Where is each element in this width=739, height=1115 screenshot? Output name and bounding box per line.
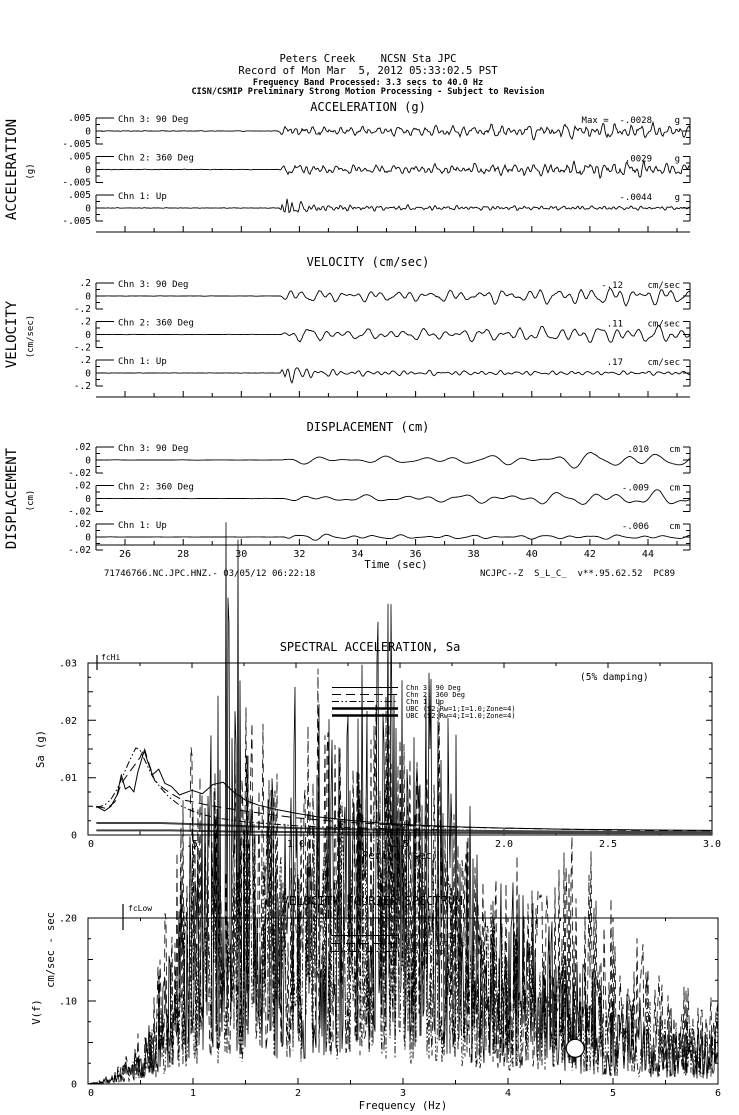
x-tick-label: 1.0 [286, 839, 306, 850]
peak-unit: g [674, 193, 680, 203]
y-tick-label: .02 [73, 442, 91, 453]
y-tick-label: -.02 [68, 545, 91, 556]
x-tick-label: 3 [399, 1088, 407, 1099]
y-tick-label: -.005 [62, 177, 91, 189]
x-axis-title: Frequency (Hz) [358, 1100, 448, 1112]
legend-label: Chn 1: Up [406, 948, 444, 956]
velocity-fourier-spectrum-chart [31, 522, 721, 1112]
right-axis-bracket [683, 157, 690, 183]
legend-label: Chn 2: 360 Deg [406, 691, 466, 699]
channel-panel [74, 317, 690, 354]
x-tick-label: 3.0 [702, 839, 722, 850]
y-tick-label: -.005 [62, 216, 91, 227]
x-tick-label: 2 [294, 1088, 302, 1099]
peak-unit: cm [669, 445, 680, 455]
y-tick-label: 0 [85, 165, 91, 176]
x-tick-label: 6 [714, 1088, 722, 1099]
time-tick-label: 42 [583, 549, 596, 560]
station-title: Peters Creek NCSN Sta JPC [279, 53, 457, 65]
section-title: VELOCITY (cm/sec) [306, 255, 430, 269]
y-tick-label: -.005 [62, 139, 91, 150]
seismogram-trace [96, 534, 690, 540]
x-tick-label: 1.5 [390, 839, 410, 850]
record-datetime: Record of Mon Mar 5, 2012 05:33:02.5 PST [238, 65, 498, 77]
time-axis-title: Time (sec) [364, 559, 428, 571]
y-tick-label: .10 [58, 996, 77, 1008]
peak-unit: cm [669, 522, 680, 532]
peak-unit: g [674, 116, 680, 126]
peak-unit: cm/sec [647, 281, 680, 291]
channel-label: Chn 2: 360 Deg [118, 318, 194, 329]
peak-value: -.12 [601, 281, 623, 291]
time-tick-label: 44 [641, 549, 654, 560]
seismogram-trace [96, 453, 690, 469]
x-tick-label: .5 [185, 839, 199, 850]
y-tick-label: 0 [85, 203, 91, 215]
y-tick-label: .02 [73, 480, 91, 492]
y-tick-label: .005 [68, 113, 91, 124]
legend-label: UBC (S2;Rw=4;I=1.0;Zone=4) [406, 712, 516, 720]
y-tick-label: 0 [85, 330, 91, 341]
seismogram-trace [96, 288, 690, 306]
channel-panel [62, 152, 690, 189]
channel-panel [62, 113, 690, 150]
y-axis-unit: (g) [26, 163, 36, 180]
time-tick-label: 30 [235, 549, 248, 560]
channel-label: Chn 2: 360 Deg [118, 482, 194, 493]
time-tick-label: 34 [351, 549, 364, 560]
peak-value: -.009 [621, 483, 649, 494]
peak-value: .17 [606, 358, 623, 368]
displacement-section [4, 420, 690, 571]
y-axis-label: ACCELERATION [4, 118, 20, 221]
damping-annotation: (5% damping) [580, 672, 649, 683]
time-axis [96, 391, 690, 397]
peak-value: -.0044 [619, 193, 652, 203]
time-axis [96, 226, 690, 232]
channel-label: Chn 1: Up [118, 192, 167, 202]
y-tick-label: .2 [79, 278, 91, 289]
channel-label: Chn 2: 360 Deg [118, 153, 194, 164]
channel-panel [68, 519, 690, 556]
peak-value: .010 [627, 445, 649, 455]
y-tick-label: 0 [85, 126, 91, 138]
y-tick-label: -.02 [68, 506, 91, 518]
time-tick-label: 40 [525, 549, 538, 560]
x-tick-label: 2.0 [494, 839, 514, 850]
right-axis-bracket [683, 322, 690, 348]
x-tick-label: 5 [609, 1088, 617, 1099]
peak-value: -.006 [621, 522, 649, 532]
x-tick-label: 0 [87, 839, 95, 850]
y-tick-label: 0 [85, 494, 91, 505]
time-tick-label: 32 [293, 549, 306, 560]
fourier-spectrum-trace [88, 522, 718, 1084]
y-tick-label: -.2 [73, 304, 91, 315]
section-title: ACCELERATION (g) [310, 100, 426, 114]
peak-value: .0029 [624, 154, 652, 165]
y-axis-label: DISPLACEMENT [4, 447, 20, 550]
peak-unit: cm/sec [647, 358, 680, 368]
x-tick-label: 1 [189, 1088, 197, 1099]
peak-unit: cm/sec [647, 319, 680, 330]
chart-title: SPECTRAL ACCELERATION, Sa [279, 640, 461, 654]
channel-label: Chn 1: Up [118, 521, 167, 531]
agency-note: CISN/CSMIP Preliminary Strong Motion Processing - Subject to Revision [191, 87, 545, 97]
y-tick-label: 0 [70, 1079, 77, 1091]
y-axis-label: Sa (g) [35, 730, 47, 768]
fclow-label: fcLow [128, 904, 153, 913]
y-tick-label: 0 [85, 532, 91, 544]
y-tick-label: -.2 [73, 381, 91, 392]
y-tick-label: .005 [68, 151, 91, 163]
time-tick-label: 28 [177, 549, 190, 560]
legend-label: Chn 3: 90 Deg [406, 684, 461, 692]
channel-panel [74, 278, 690, 315]
y-tick-label: 0 [85, 455, 91, 467]
y-axis-units: cm/sec - sec [45, 912, 57, 988]
chart-title: VELOCITY FOURIER SPECTRUM [281, 894, 463, 908]
y-tick-label: .005 [68, 190, 91, 201]
y-tick-label: .02 [58, 715, 77, 727]
y-tick-label: -.02 [68, 468, 91, 479]
time-axis [96, 539, 690, 545]
velocity-section [4, 255, 690, 397]
legend-label: Chn 2: 360 Deg [406, 940, 466, 948]
y-tick-label: 0 [70, 830, 77, 842]
y-tick-label: 0 [85, 291, 91, 303]
y-tick-label: .02 [73, 519, 91, 530]
channel-panel [62, 190, 690, 227]
record-id-footer: 71746766.NC.JPC.HNZ.- 03/05/12 06:22:18 [104, 569, 316, 579]
legend-label: Chn 1: Up [406, 698, 444, 706]
acceleration-section [4, 100, 690, 232]
x-axis-title: Period (sec) [362, 850, 438, 862]
right-axis-bracket [683, 195, 690, 221]
right-axis-bracket [683, 447, 690, 473]
seismogram-trace [96, 368, 690, 383]
channel-label: Chn 1: Up [118, 357, 167, 367]
section-title: DISPLACEMENT (cm) [306, 420, 430, 434]
x-tick-label: 0 [87, 1088, 95, 1099]
time-tick-label: 36 [409, 549, 422, 560]
y-tick-label: .20 [58, 913, 77, 925]
right-axis-bracket [683, 486, 690, 512]
open-circle-marker [566, 1039, 584, 1057]
time-tick-label: 26 [119, 549, 132, 560]
y-axis-unit: (cm) [26, 489, 36, 512]
right-axis-bracket [683, 283, 690, 309]
legend-label: Chn 3: 90 Deg [406, 932, 461, 940]
peak-unit: cm [669, 483, 680, 494]
y-axis-label: VELOCITY [4, 300, 20, 369]
channel-panel [74, 355, 690, 392]
channel-label: Chn 3: 90 Deg [118, 115, 189, 125]
peak-unit: g [674, 154, 680, 165]
y-tick-label: 0 [85, 368, 91, 380]
y-tick-label: .03 [58, 658, 77, 670]
y-tick-label: .01 [58, 773, 77, 785]
legend-label: UBC (S2;Rw=1;I=1.0;Zone=4) [406, 705, 516, 713]
channel-panel [68, 481, 690, 518]
y-tick-label: .2 [79, 316, 91, 328]
channel-label: Chn 3: 90 Deg [118, 444, 189, 454]
processing-code-footer: NCJPC--Z S_L_C_ v**.95.62.52 PC89 [480, 569, 676, 579]
peak-value: Max = -.0028 [581, 116, 652, 126]
fchi-label: fcHi [101, 653, 121, 662]
seismogram-trace [96, 199, 690, 213]
x-tick-label: 2.5 [598, 839, 618, 850]
channel-panel [68, 442, 690, 479]
y-tick-label: .2 [79, 355, 91, 366]
y-axis-unit: (cm/sec) [26, 314, 36, 359]
peak-value: .11 [606, 319, 623, 330]
time-tick-label: 38 [467, 549, 480, 560]
y-tick-label: -.2 [73, 342, 91, 354]
x-tick-label: 4 [504, 1088, 512, 1099]
channel-label: Chn 3: 90 Deg [118, 280, 189, 290]
frequency-band-note: Frequency Band Processed: 3.3 secs to 40.0 Hz [252, 78, 484, 88]
y-axis-label: V(f) [31, 999, 43, 1025]
